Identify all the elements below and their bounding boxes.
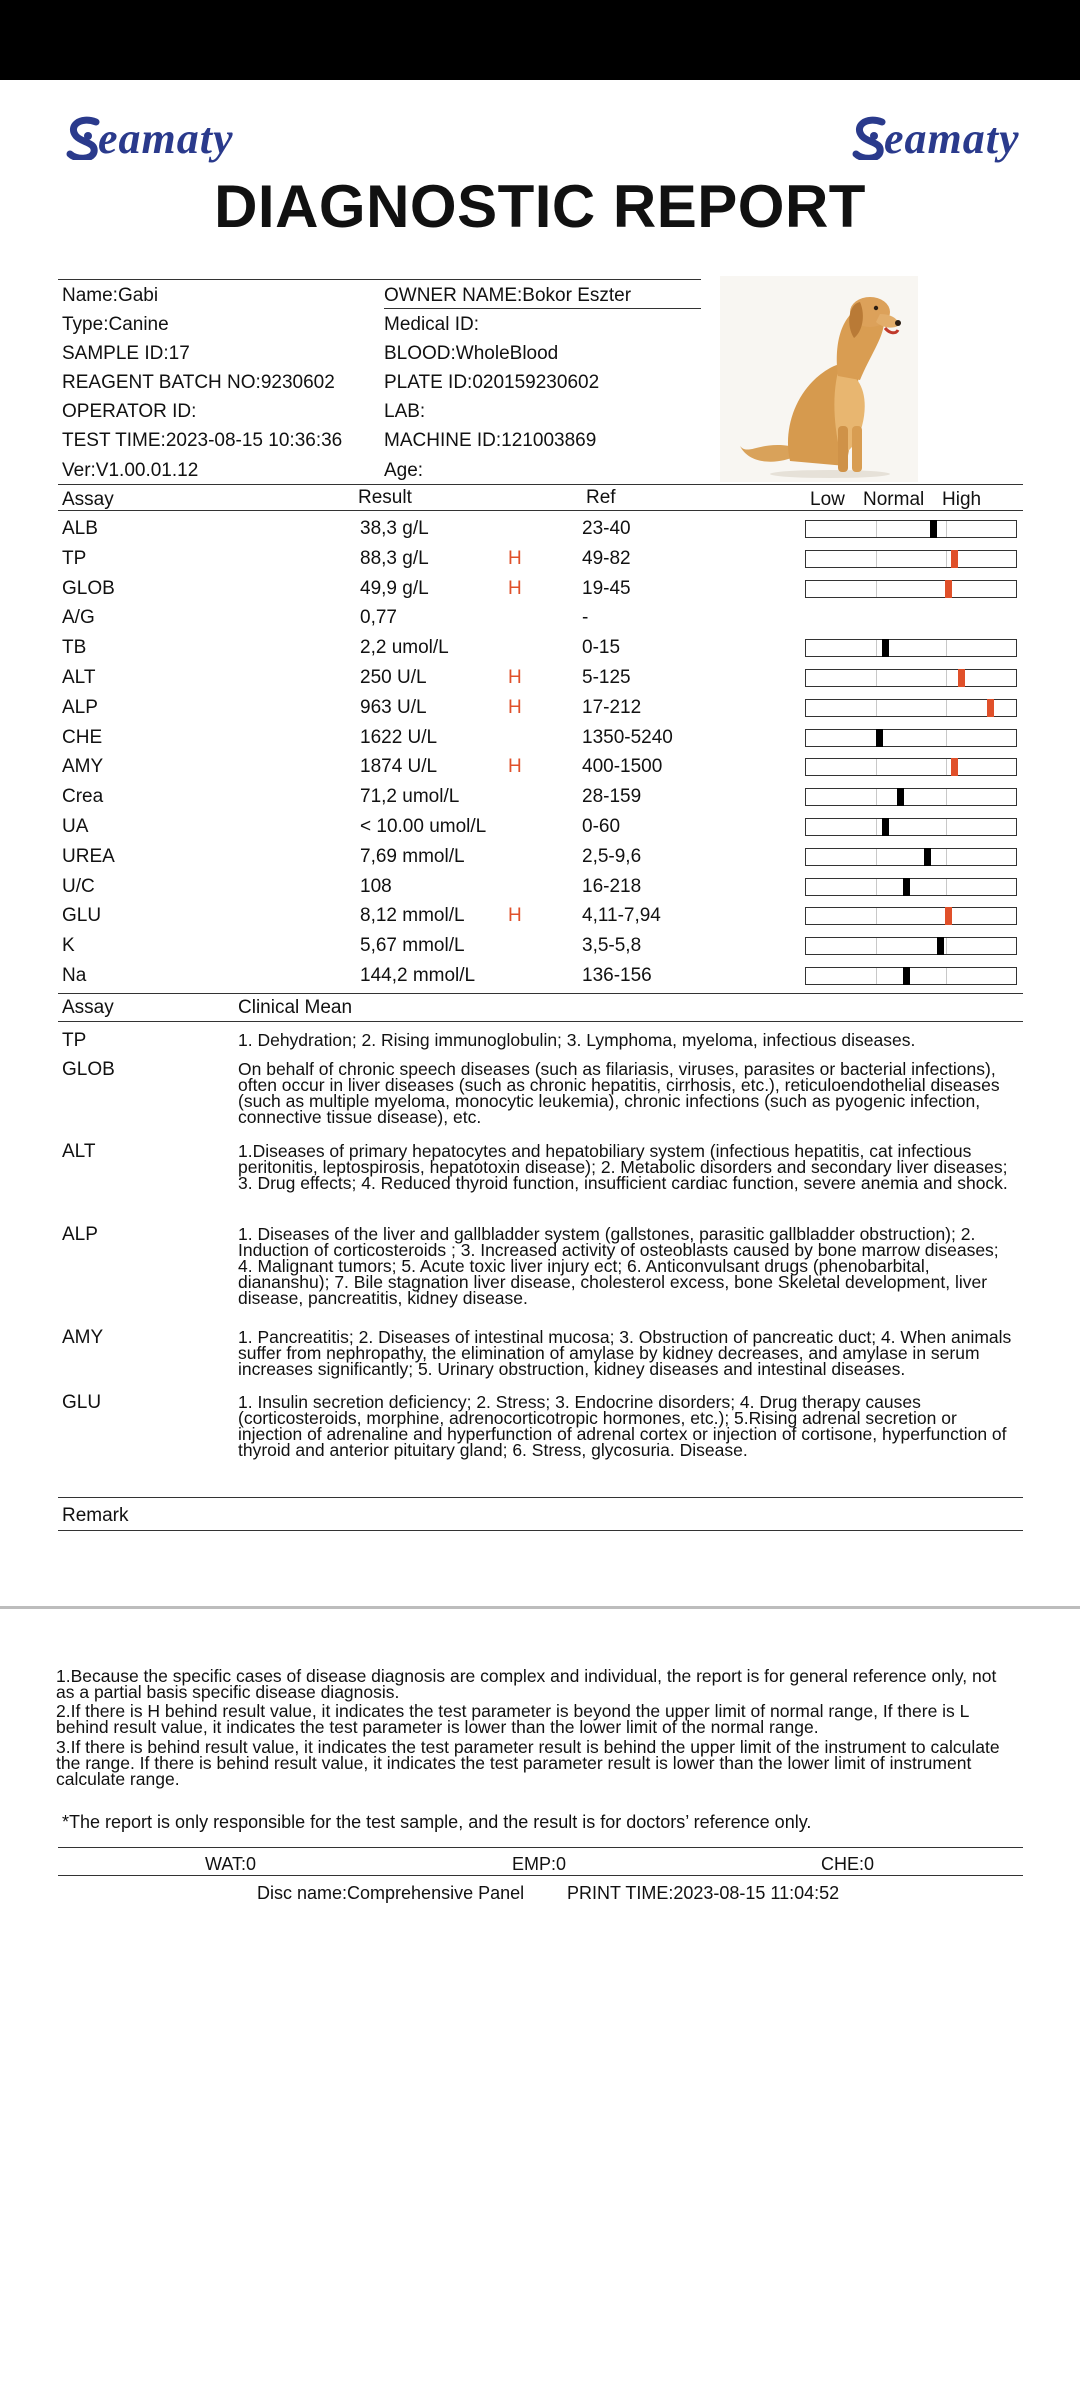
result-value: 7,69 mmol/L: [360, 846, 465, 867]
clinical-assay: ALP: [62, 1224, 98, 1245]
range-marker: [951, 550, 958, 568]
result-value: 1874 U/L: [360, 756, 438, 777]
assay-name: UA: [62, 816, 89, 837]
range-bar: [805, 848, 1017, 866]
range-bar: [805, 580, 1017, 598]
range-marker: [958, 669, 965, 687]
che-value: CHE:0: [821, 1854, 875, 1874]
brand-logo-left: [66, 108, 234, 168]
machine-id: MACHINE ID:121003869: [384, 430, 597, 451]
plate-id: PLATE ID:020159230602: [384, 372, 600, 393]
result-value: 108: [360, 876, 392, 897]
operator-id: OPERATOR ID:: [62, 401, 197, 422]
assay-name: ALB: [62, 518, 98, 539]
range-bar: [805, 758, 1017, 776]
range-bar: [805, 937, 1017, 955]
range-bar: [805, 699, 1017, 717]
clinical-assay: ALT: [62, 1141, 96, 1162]
reference-range: 4,11-7,94: [582, 905, 661, 926]
divider: [58, 1497, 1023, 1498]
sample-id: SAMPLE ID:17: [62, 343, 190, 364]
test-time: TEST TIME:2023-08-15 10:36:36: [62, 430, 343, 451]
dog-photo: [720, 276, 918, 482]
results-header-low: Low: [810, 489, 845, 510]
disclaimer: *The report is only responsible for the test sample, and the result is for doctors’ reference only.: [62, 1812, 812, 1832]
result-flag: H: [508, 756, 522, 777]
result-value: 8,12 mmol/L: [360, 905, 465, 926]
note-3: 3.If there is behind result value, it indicates the test parameter result is behind the upper limit of the instrument to calculate the range. If there is behind result value, it indicates the test parameter result is lower than the lower limit of instrument calculate range.: [56, 1737, 1000, 1789]
reagent-batch: REAGENT BATCH NO:9230602: [62, 372, 335, 393]
owner-name: OWNER NAME:Bokor Eszter: [384, 285, 632, 306]
print-time: PRINT TIME:2023-08-15 11:04:52: [567, 1883, 840, 1903]
brand-logo-right: [852, 108, 1020, 168]
clinical-assay: GLOB: [62, 1059, 115, 1080]
reference-range: 1350-5240: [582, 727, 673, 748]
result-flag: H: [508, 548, 522, 569]
assay-name: GLU: [62, 905, 102, 926]
reference-range: 23-40: [582, 518, 631, 539]
reference-range: 3,5-5,8: [582, 935, 642, 956]
section-separator: [0, 1606, 1080, 1609]
divider: [384, 308, 701, 309]
note-2: 2.If there is H behind result value, it indicates the test parameter is beyond the upper limit of normal range, If there is L behind result value, it indicates the test parameter is lower than the lower limit of the normal range.: [56, 1701, 969, 1737]
seamaty-s-logo-icon: [66, 116, 102, 160]
reference-range: 16-218: [582, 876, 642, 897]
assay-name: GLOB: [62, 578, 115, 599]
range-marker: [882, 818, 889, 836]
reference-range: -: [582, 607, 589, 628]
assay-name: TP: [62, 548, 87, 569]
brand-wordmark: eamaty: [98, 113, 234, 163]
result-value: 963 U/L: [360, 697, 427, 718]
age: Age:: [384, 460, 424, 481]
range-bar: [805, 818, 1017, 836]
clinical-header-mean: Clinical Mean: [238, 997, 353, 1018]
assay-name: AMY: [62, 756, 104, 777]
range-bar: [805, 729, 1017, 747]
clinical-assay: TP: [62, 1030, 87, 1051]
result-value: 2,2 umol/L: [360, 637, 449, 658]
assay-name: CHE: [62, 727, 103, 748]
assay-name: TB: [62, 637, 87, 658]
clinical-description: 1. Insulin secretion deficiency; 2. Stress; 3. Endocrine disorders; 4. Drug therapy causes (corticosteroids, morphine, adrenocorticotropic hormones, etc.); 5.Rising adrenal secretion or injection of adrenaline and hyperfunction of adrenal cortex or injection of cortisone, hyperfunction of thyroid and anterior pituitary gland; 6. Stress, glycosuria. Disease.: [238, 1392, 1007, 1460]
result-value: 144,2 mmol/L: [360, 965, 476, 986]
range-marker: [987, 699, 994, 717]
reference-range: 0-60: [582, 816, 621, 837]
range-marker: [882, 639, 889, 657]
range-bar: [805, 520, 1017, 538]
results-header-normal: Normal: [863, 489, 925, 510]
range-marker: [897, 788, 904, 806]
assay-name: ALP: [62, 697, 98, 718]
species-type: Type:Canine: [62, 314, 169, 335]
seamaty-s-logo-icon: [852, 116, 888, 160]
divider: [58, 1875, 1023, 1876]
range-marker: [924, 848, 931, 866]
reference-range: 5-125: [582, 667, 631, 688]
assay-name: UREA: [62, 846, 115, 867]
remark-label: Remark: [62, 1505, 129, 1526]
results-header-ref: Ref: [586, 487, 616, 508]
range-bar: [805, 878, 1017, 896]
range-bar: [805, 639, 1017, 657]
assay-name: ALT: [62, 667, 96, 688]
clinical-assay: AMY: [62, 1327, 104, 1348]
result-value: 250 U/L: [360, 667, 427, 688]
range-marker: [945, 580, 952, 598]
assay-name: U/C: [62, 876, 95, 897]
divider: [58, 1530, 1023, 1531]
clinical-description: 1.Diseases of primary hepatocytes and hepatobiliary system (infectious hepatitis, cat infectious peritonitis, leptospirosis, hepatotoxin disease); 2. Metabolic disorders and secondary liver diseases; 3. Drug effects; 4. Reduced thyroid function, insufficient cardiac function, severe anemia and shock.: [238, 1141, 1008, 1193]
reference-range: 136-156: [582, 965, 652, 986]
reference-range: 17-212: [582, 697, 642, 718]
results-header-high: High: [942, 489, 982, 510]
clinical-header-assay: Assay: [62, 997, 114, 1018]
patient-name: Name:Gabi: [62, 285, 159, 306]
clinical-assay: GLU: [62, 1392, 102, 1413]
range-marker: [876, 729, 883, 747]
brand-wordmark: eamaty: [884, 113, 1020, 163]
result-value: 49,9 g/L: [360, 578, 429, 599]
results-header-result: Result: [358, 487, 412, 508]
reference-range: 2,5-9,6: [582, 846, 642, 867]
reference-range: 400-1500: [582, 756, 663, 777]
range-marker: [903, 878, 910, 896]
range-bar: [805, 967, 1017, 985]
lab: LAB:: [384, 401, 426, 422]
reference-range: 19-45: [582, 578, 631, 599]
assay-name: Na: [62, 965, 87, 986]
reference-range: 28-159: [582, 786, 642, 807]
range-marker: [945, 907, 952, 925]
result-value: < 10.00 umol/L: [360, 816, 487, 837]
divider: [58, 1021, 1023, 1022]
emp-value: EMP:0: [512, 1854, 567, 1874]
assay-name: K: [62, 935, 75, 956]
divider: [58, 484, 1023, 485]
range-bar: [805, 669, 1017, 687]
assay-name: A/G: [62, 607, 95, 628]
medical-id: Medical ID:: [384, 314, 480, 335]
result-value: 38,3 g/L: [360, 518, 429, 539]
version: Ver:V1.00.01.12: [62, 460, 199, 481]
clinical-description: 1. Pancreatitis; 2. Diseases of intestinal mucosa; 3. Obstruction of pancreatic duct; 4. When animals suffer from nephropathy, the elimination of amylase by kidney decreases, and amylase in serum increases significantly; 5. Urinary obstruction, kidney diseases and intestinal diseases.: [238, 1327, 1012, 1379]
result-flag: H: [508, 905, 522, 926]
range-marker: [930, 520, 937, 538]
result-value: 0,77: [360, 607, 397, 628]
result-value: 1622 U/L: [360, 727, 438, 748]
clinical-description: 1. Dehydration; 2. Rising immunoglobulin; 3. Lymphoma, myeloma, infectious diseases.: [238, 1030, 916, 1050]
range-marker: [903, 967, 910, 985]
reference-range: 0-15: [582, 637, 621, 658]
divider: [58, 1847, 1023, 1848]
results-header-assay: Assay: [62, 489, 114, 510]
range-bar: [805, 907, 1017, 925]
range-bar: [805, 788, 1017, 806]
result-flag: H: [508, 697, 522, 718]
result-value: 5,67 mmol/L: [360, 935, 465, 956]
divider: [58, 279, 701, 280]
disc-name: Disc name:Comprehensive Panel: [257, 1883, 525, 1903]
top-black-bar: [0, 0, 1080, 80]
page-title: DIAGNOSTIC REPORT: [214, 173, 866, 240]
range-bar: [805, 550, 1017, 568]
clinical-description: 1. Diseases of the liver and gallbladder system (gallstones, parasitic gallbladder obstruction); 2. Induction of corticosteroids ; 3. Increased activity of osteoblasts caused by bone marrow diseases; 4. Malignant tumors; 5. Acute toxic liver injury ect; 6. Anticonvulsant drugs (phenobarbital, diananshu); 7. Bile stagnation liver disease, cholesterol excess, bone Skeletal development, liver disease, pancreatitis, kidney disease.: [238, 1224, 999, 1308]
result-flag: H: [508, 578, 522, 599]
divider: [58, 510, 1023, 511]
range-marker: [951, 758, 958, 776]
blood-type: BLOOD:WholeBlood: [384, 343, 559, 364]
result-value: 71,2 umol/L: [360, 786, 460, 807]
assay-name: Crea: [62, 786, 104, 807]
reference-range: 49-82: [582, 548, 631, 569]
wat-value: WAT:0: [205, 1854, 257, 1874]
result-flag: H: [508, 667, 522, 688]
note-1: 1.Because the specific cases of disease diagnosis are complex and individual, the report is for general reference only, not as a partial basis specific disease diagnosis.: [56, 1666, 997, 1702]
result-value: 88,3 g/L: [360, 548, 429, 569]
divider: [58, 993, 1023, 994]
range-marker: [937, 937, 944, 955]
clinical-description: On behalf of chronic speech diseases (such as filariasis, viruses, parasites or bacterial infections), often occur in liver diseases (such as chronic hepatitis, cirrhosis, etc.), reticuloendothelial diseases (such as multiple myeloma, monocytic leukemia), chronic infections (such as pyogenic infection, connective tissue disease), etc.: [238, 1059, 1000, 1127]
